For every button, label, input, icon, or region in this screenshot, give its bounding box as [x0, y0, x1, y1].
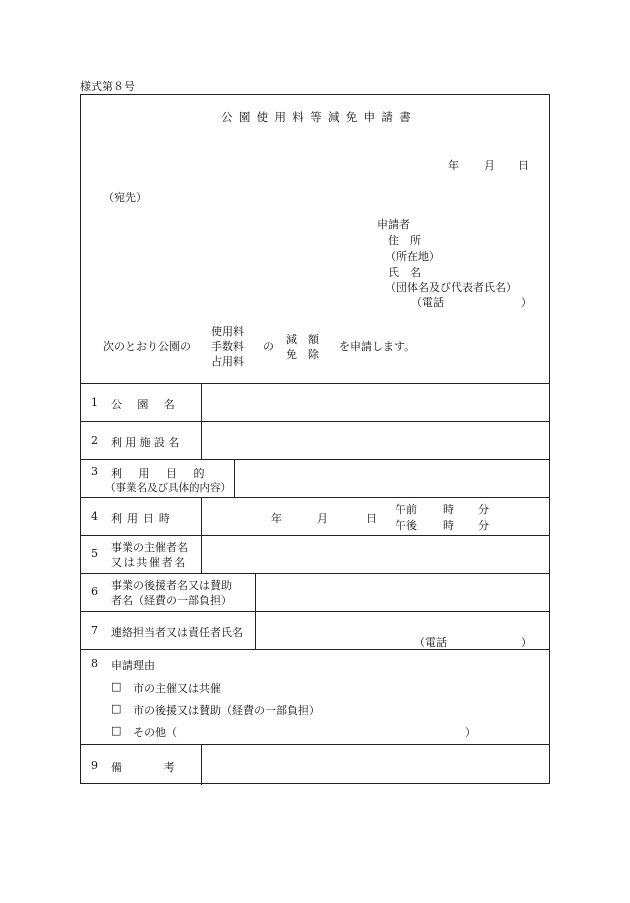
row1-label: 公 園 名 [111, 398, 177, 411]
row4-label: 利用日時 [111, 512, 175, 525]
row8-label: 申請理由 [111, 659, 155, 672]
row2-label: 利用施設名 [111, 436, 183, 449]
reason-option-1: 市の主催又は共催 [133, 682, 221, 695]
row7-label: 連絡担当者又は責任者氏名 [111, 626, 243, 639]
row4-am-minute: 分 [478, 503, 489, 516]
purpose-field[interactable] [236, 461, 549, 495]
remarks-field[interactable] [203, 746, 549, 783]
applicant-name-note: （団体名及び代表者氏名） [385, 281, 517, 294]
reason-other-close: ） [465, 726, 476, 739]
row3-number: 3 [91, 465, 98, 478]
row3-label: 利 用 目 的 [111, 467, 208, 480]
row4-month: 月 [317, 512, 328, 525]
date-day: 日 [518, 159, 529, 172]
action-reduce: 減 額 [286, 333, 319, 346]
row4-am: 午前 [395, 503, 417, 516]
contact-field[interactable] [257, 613, 549, 633]
date-year: 年 [448, 159, 459, 172]
applicant-heading: 申請者 [377, 218, 410, 231]
applicant-address: 住 所 [388, 234, 421, 247]
row2-number: 2 [91, 434, 98, 447]
action-exempt: 免 除 [286, 348, 319, 361]
applicant-address-note: （所在地） [385, 250, 440, 263]
row3-sublabel: （事業名及び具体的内容） [105, 482, 231, 494]
row4-pm: 午後 [395, 519, 417, 532]
reason-option-3: その他（ [133, 726, 177, 739]
row4-pm-hour: 時 [443, 519, 454, 532]
fee-type-occupancy: 占用料 [211, 355, 244, 368]
applicant-phone-open: （電話 [411, 296, 444, 309]
row4-pm-minute: 分 [478, 519, 489, 532]
reason-checkbox-3[interactable]: □ [111, 724, 122, 737]
row5-label-line2: 又は共催者名 [111, 556, 187, 569]
date-month: 月 [484, 159, 495, 172]
facility-field[interactable] [203, 423, 549, 457]
request-tail: を申請します。 [339, 340, 416, 353]
row7-phone-close: ） [521, 636, 532, 649]
applicant-name: 氏 名 [388, 266, 421, 279]
row4-am-hour: 時 [443, 503, 454, 516]
addressee: （宛先） [103, 191, 147, 204]
row9-label: 備 考 [111, 761, 177, 774]
row5-label-line1: 事業の主催者名 [111, 541, 188, 554]
form-number: 様式第８号 [80, 80, 135, 93]
organizer-field[interactable] [203, 537, 549, 571]
applicant-phone-close: ） [521, 296, 532, 309]
sponsor-field[interactable] [257, 575, 549, 609]
request-particle: の [263, 340, 274, 353]
request-lead: 次のとおり公園の [103, 340, 191, 353]
fee-type-handling: 手数料 [211, 340, 244, 353]
park-name-field[interactable] [203, 385, 549, 419]
row4-year: 年 [271, 512, 282, 525]
fee-type-usage: 使用料 [211, 325, 244, 338]
form-title: 公園使用料等減免申請書 [221, 110, 418, 124]
row4-day: 日 [366, 512, 377, 525]
row9-number: 9 [91, 759, 98, 772]
row6-label-line1: 事業の後援者名又は賛助 [111, 579, 232, 592]
row7-number: 7 [91, 624, 98, 637]
row6-label-line2: 者名（経費の一部負担） [111, 594, 232, 607]
reason-checkbox-2[interactable]: □ [111, 702, 122, 715]
reason-option-2: 市の後援又は賛助（経費の一部負担） [133, 704, 320, 717]
row7-phone-open: （電話 [414, 636, 447, 649]
row8-number: 8 [91, 657, 98, 670]
row1-number: 1 [91, 396, 98, 409]
row5-number: 5 [91, 547, 98, 560]
application-form [80, 94, 550, 784]
row6-number: 6 [91, 585, 98, 598]
row4-number: 4 [91, 510, 98, 523]
reason-checkbox-1[interactable]: □ [111, 680, 122, 693]
